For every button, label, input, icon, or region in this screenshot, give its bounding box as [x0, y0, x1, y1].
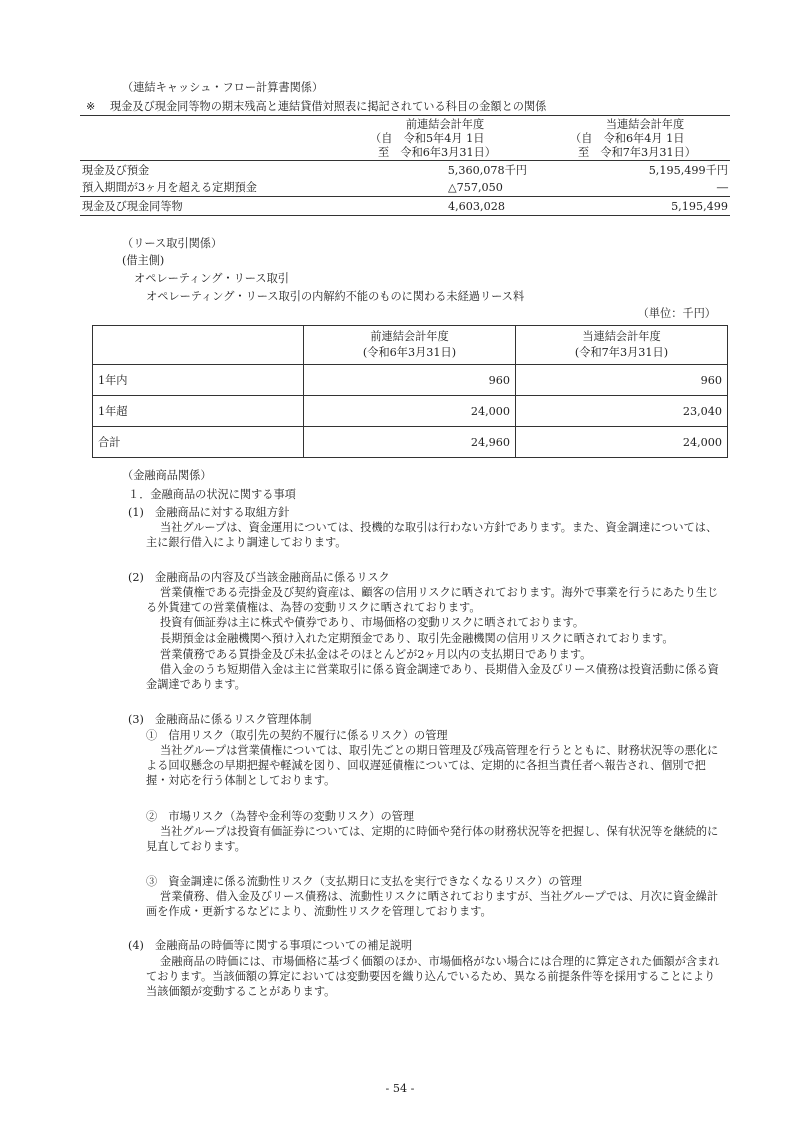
p3-2-title: ② 市場リスク（為替や金利等の変動リスク）の管理	[146, 810, 415, 823]
table-header-row	[93, 326, 728, 365]
table-row	[93, 396, 728, 427]
header-prev-date: (令和6年3月31日)	[362, 346, 457, 359]
p3-2-text: 当社グループは投資有価証券については、定期的に時価や発行体の財務状況等を把握し、保有状況等を継続的に見直しております。	[146, 825, 719, 853]
lease-sub1: オペレーティング・リース取引	[134, 272, 289, 285]
cashflow-heading: （連結キャッシュ・フロー計算書関係）	[122, 81, 324, 94]
p2-text-d: 営業債務である買掛金及び未払金はそのほとんどが2ヶ月以内の支払期日であります。	[160, 648, 592, 661]
note-mark: ※	[86, 100, 96, 113]
cf-curr-title: 当連結会計年度	[605, 118, 685, 131]
p3-1-title: ① 信用リスク（取引先の契約不履行に係るリスク）の管理	[146, 729, 448, 742]
p2-text-e: 借入金のうち短期借入金は主に営業取引に係る資金調達であり、長期借入金及びリース債務は投資活動に係る資金調達であります。	[146, 663, 719, 691]
table-row	[93, 365, 728, 396]
table-top-rule	[80, 115, 730, 116]
cf-row-curr: 5,195,499	[671, 200, 728, 213]
lease-sub2: オペレーティング・リース取引の内解約不能のものに関わる未経過リース料	[146, 290, 525, 303]
cf-row-label: 預入期間が3ヶ月を超える定期預金	[82, 181, 257, 194]
cashflow-note: 現金及び現金同等物の期末残高と連結貸借対照表に掲記されている科目の金額との関係	[110, 100, 547, 113]
table-total-rule	[80, 196, 730, 197]
row-prev: 24,000	[304, 396, 516, 427]
table-header-rule	[80, 160, 730, 161]
cf-curr-to: 至 令和7年3月31日）	[578, 146, 696, 159]
p3-title: (3) 金融商品に係るリスク管理体制	[128, 713, 312, 726]
p1-text: 当社グループは、資金運用については、投機的な取引は行わない方針であります。また、資金調達については、主に銀行借入により調達しております。	[146, 521, 718, 549]
lease-side: (借主側)	[122, 254, 165, 267]
row-label: 1年超	[93, 396, 304, 427]
p2-text-a: 営業債権である売掛金及び契約資産は、顧客の信用リスクに晒されております。海外で事業を行うにあたり生じる外貨建ての営業債権は、為替の変動リスクに晒されております。	[146, 586, 719, 614]
lease-unit: （単位：千円）	[637, 307, 716, 320]
header-prev-title: 前連結会計年度	[370, 330, 449, 343]
p4-title: (4) 金融商品の時価等に関する事項についての補足説明	[128, 939, 413, 952]
p3-3-text: 営業債務、借入金及びリース債務は、流動性リスクに晒されておりますが、当社グループでは、月次に資金繰計画を作成・更新するなどにより、流動性リスクを管理しております。	[146, 890, 719, 918]
p2-title: (2) 金融商品の内容及び当該金融商品に係るリスク	[128, 571, 390, 584]
cf-row-label: 現金及び預金	[82, 164, 150, 177]
row-label: 1年内	[93, 365, 304, 396]
table-bottom-rule	[80, 215, 730, 216]
row-curr: 23,040	[516, 396, 728, 427]
p4-text: 金融商品の時価には、市場価格に基づく価額のほか、市場価格がない場合には合理的に算定された価額が含まれております。当該価額の算定においては変動要因を織り込んでいるため、異なる前提条件等を採用することにより当該価額が変動することがあります。	[146, 955, 720, 998]
p1-title: (1) 金融商品に対する取組方針	[128, 506, 290, 519]
header-curr-title: 当連結会計年度	[582, 330, 661, 343]
cf-row-prev: 5,360,078千円	[447, 164, 527, 177]
row-prev: 24,960	[304, 427, 516, 458]
p2-text-b: 投資有価証券は主に株式や債券であり、市場価格の変動リスクに晒されております。	[160, 616, 585, 629]
section-1-title: １．金融商品の状況に関する事項	[128, 488, 296, 501]
row-prev: 960	[304, 365, 516, 396]
cf-curr-from: （自 令和6年4月 1日	[570, 132, 685, 145]
row-label: 合計	[93, 427, 304, 458]
lease-table	[92, 325, 728, 458]
cf-row-curr: 5,195,499千円	[648, 164, 728, 177]
cf-row-label: 現金及び現金同等物	[82, 200, 183, 213]
header-blank-cell	[93, 326, 304, 365]
financial-heading: （金融商品関係）	[122, 469, 212, 482]
cf-row-curr: ―	[716, 181, 728, 194]
cf-prev-from: （自 令和5年4月 1日	[370, 132, 485, 145]
header-curr-cell	[516, 326, 728, 365]
table-row	[93, 427, 728, 458]
row-curr: 24,000	[516, 427, 728, 458]
header-curr-date: (令和7年3月31日)	[574, 346, 669, 359]
header-prev-cell	[304, 326, 516, 365]
cf-prev-title: 前連結会計年度	[405, 118, 485, 131]
p2-text-c: 長期預金は金融機関へ預け入れた定期預金であり、取引先金融機関の信用リスクに晒されております。	[160, 632, 674, 645]
cf-row-prev: △757,050	[448, 181, 503, 194]
cf-row-prev: 4,603,028	[448, 200, 505, 213]
p3-3-title: ③ 資金調達に係る流動性リスク（支払期日に支払を実行できなくなるリスク）の管理	[146, 875, 582, 888]
cf-prev-to: 至 令和6年3月31日）	[378, 146, 496, 159]
lease-heading: （リース取引関係）	[122, 237, 223, 250]
page-number: - 54 -	[385, 1082, 415, 1095]
row-curr: 960	[516, 365, 728, 396]
p3-1-text: 当社グループは営業債権については、取引先ごとの期日管理及び残高管理を行うとともに、財務状況等の悪化による回収懸念の早期把握や軽減を図り、回収遅延債権については、定期的に各担当責任者へ報告され、個別で把握・対応を行う体制としております。	[146, 744, 719, 787]
